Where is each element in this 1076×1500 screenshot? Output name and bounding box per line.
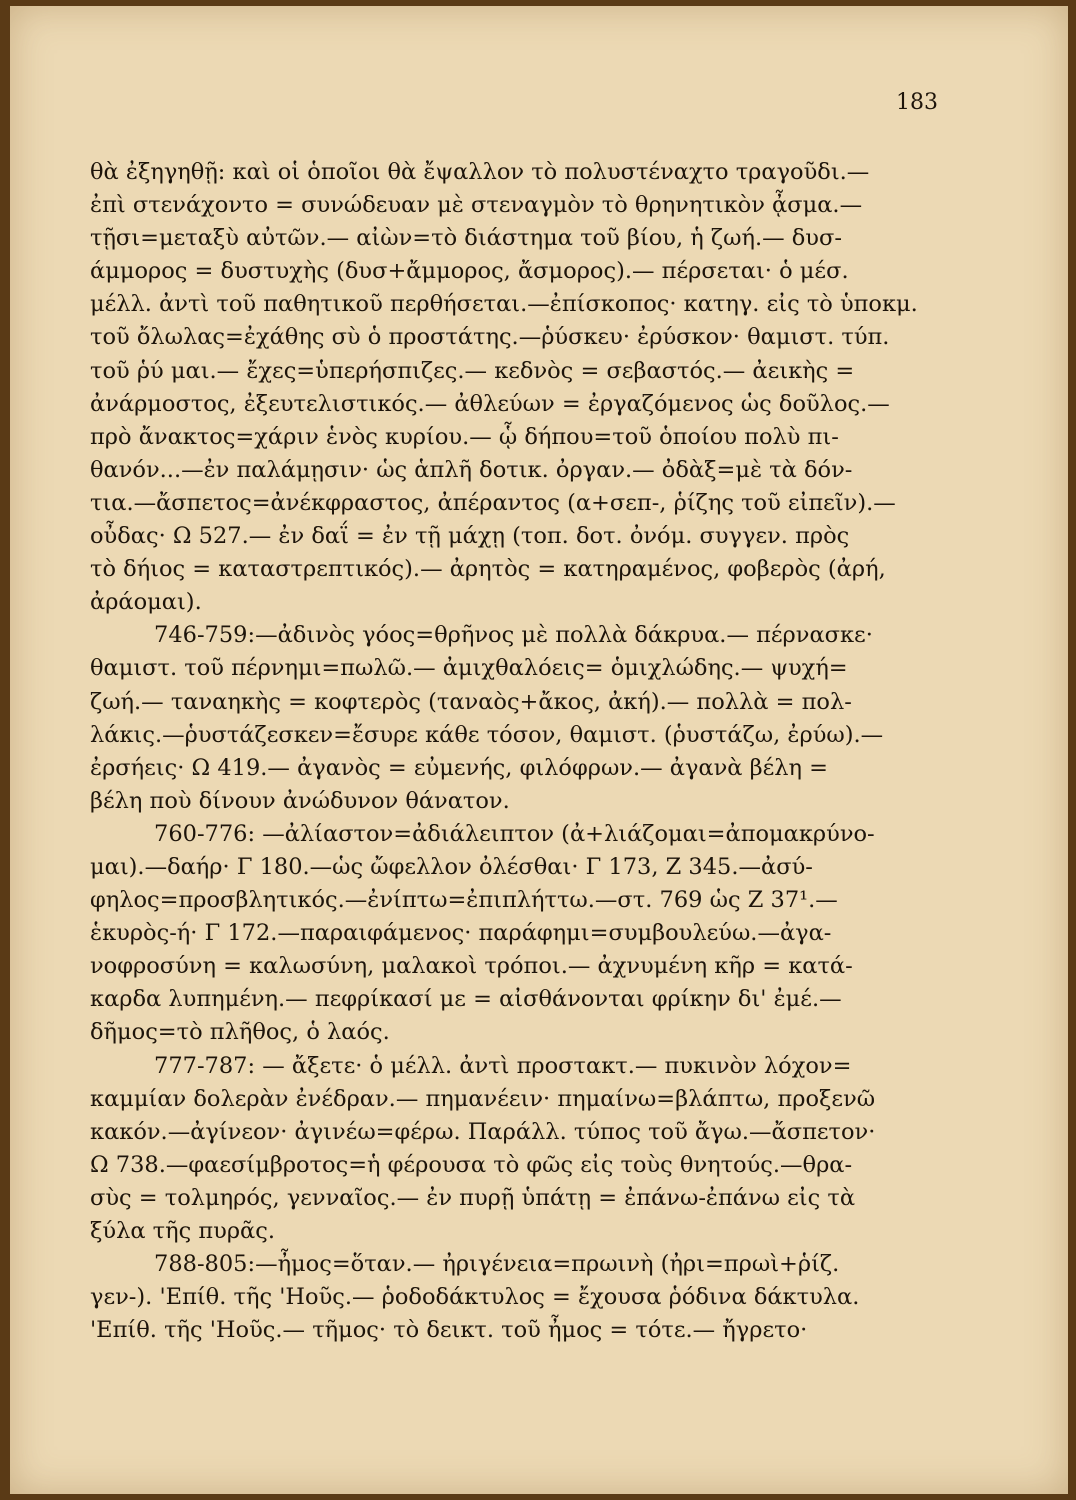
text-line: τῇσι=μεταξὺ αὐτῶν.— αἰὼν=τὸ διάστημα τοῦ βίου, ἡ ζωή.— δυσ- (90, 225, 842, 252)
text-line: ἑκυρὸς-ή· Γ 172.—παραιφάμενος· παράφημι=συμβουλεύω.—ἀγα- (90, 920, 832, 947)
text-line: μέλλ. ἀντὶ τοῦ παθητικοῦ περθήσεται.—ἐπίσκοπος· κατηγ. εἰς τὸ ὑποκμ. (90, 291, 918, 318)
text-line: γεν-). 'Επίθ. τῆς 'Ηοῦς.— ῥοδοδάκτυλος = ἔχουσα ῥόδινα δάκτυλα. (90, 1284, 860, 1311)
text-line: οὖδας· Ω 527.— ἐν δαΐ = ἐν τῇ μάχῃ (τοπ. δοτ. ὀνόμ. συγγεν. πρὸς (90, 523, 850, 550)
text-line: θαμιστ. τοῦ πέρνημι=πωλῶ.— ἀμιχθαλόεις= ὁμιχλώδης.— ψυχή= (90, 655, 848, 682)
text-line: δῆμος=τὸ πλῆθος, ὁ λαός. (90, 1019, 390, 1046)
text-line: 788-805:—ἦμος=ὅταν.— ἠριγένεια=πρωινὴ (ἠρι=πρωὶ+ῥίζ. (154, 1251, 840, 1278)
text-line: καρδα λυπημένη.— πεφρίκασί με = αἰσθάνονται φρίκην δι' ἐμέ.— (90, 986, 842, 1013)
text-line: ἐρσήεις· Ω 419.— ἀγανὸς = εὐμενής, φιλόφρων.— ἀγανὰ βέλη = (90, 754, 829, 781)
text-line: ἀνάρμοστος, ἐξευτελιστικός.— ἀθλεύων = ἐργαζόμενος ὡς δοῦλος.— (90, 390, 890, 417)
text-line: θανόν...—ἐν παλάμῃσιν· ὡς ἁπλῆ δοτικ. ὀργαν.— ὀδὰξ=μὲ τὰ δόν- (90, 456, 853, 483)
text-line: ἐπὶ στενάχοντο = συνώδευαν μὲ στεναγμὸν τὸ θρηνητικὸν ᾆσμα.— (90, 192, 863, 219)
text-line: κακόν.—ἀγίνεον· ἀγινέω=φέρω. Παράλλ. τύπος τοῦ ἄγω.—ἄσπετον· (90, 1118, 876, 1145)
text-line: 746-759:—ἀδινὸς γόος=θρῆνος μὲ πολλὰ δάκρυα.— πέρνασκε· (154, 622, 873, 649)
text-line: βέλη ποὺ δίνουν ἀνώδυνον θάνατον. (90, 787, 510, 814)
text-line: πρὸ ἄνακτος=χάριν ἑνὸς κυρίου.— ᾧ δήπου=τοῦ ὁποίου πολὺ πι- (90, 423, 839, 450)
text-line: τοῦ ῥύ μαι.— ἔχες=ὑπερήσπιζες.— κεδνὸς = σεβαστός.— ἀεικὴς = (90, 357, 855, 384)
text-line: τια.—ἄσπετος=ἀνέκφραστος, ἀπέραντος (α+σεπ-, ῥίζης τοῦ εἰπεῖν).— (90, 489, 896, 516)
text-line: τοῦ ὄλωλας=ἐχάθης σὺ ὁ προστάτης.—ῥύσκευ· ἐρύσκον· θαμιστ. τύπ. (90, 324, 890, 351)
commentary-text (90, 156, 970, 1347)
text-line: ζωή.— ταναηκὴς = κοφτερὸς (ταναὸς+ἄκος, ἀκή).— πολλὰ = πολ- (90, 688, 852, 715)
text-line: μαι).—δαήρ· Γ 180.—ὡς ὤφελλον ὀλέσθαι· Γ 173, Ζ 345.—ἀσύ- (90, 853, 813, 880)
text-line: Ω 738.—φαεσίμβροτος=ἡ φέρουσα τὸ φῶς εἰς τοὺς θνητούς.—θρα- (90, 1151, 853, 1178)
text-line: λάκις.—ῥυστάζεσκεν=ἔσυρε κάθε τόσον, θαμιστ. (ῥυστάζω, ἐρύω).— (90, 721, 884, 748)
text-line: 760-776: —ἀλίαστον=ἀδιάλειπτον (ἀ+λιάζομαι=ἀπομακρύνο- (154, 820, 875, 847)
book-page (10, 6, 1068, 1494)
text-line: φηλος=προσβλητικός.—ἐνίπτω=ἐπιπλήττω.—στ. 769 ὡς Ζ 37¹.— (90, 887, 838, 914)
text-line: θὰ ἐξηγηθῇ: καὶ οἱ ὁποῖοι θὰ ἔψαλλον τὸ πολυστέναχτο τραγοῦδι.— (90, 159, 870, 185)
text-line: νοφροσύνη = καλωσύνη, μαλακοὶ τρόποι.— ἀχνυμένη κῆρ = κατά- (90, 953, 853, 980)
text-line: σὺς = τολμηρός, γενναῖος.— ἐν πυρῇ ὑπάτῃ = ἐπάνω-ἐπάνω εἰς τὰ (90, 1184, 856, 1211)
text-line: 'Επίθ. τῆς 'Ηοῦς.— τῆμος· τὸ δεικτ. τοῦ ἦμος = τότε.— ἤγρετο· (90, 1317, 808, 1344)
text-line: ἀράομαι). (90, 589, 202, 616)
text-line: καμμίαν δολερὰν ἐνέδραν.— πημανέειν· πημαίνω=βλάπτω, προξενῶ (90, 1085, 876, 1112)
text-line: άμμορος = δυστυχὴς (δυσ+ἄμμορος, ἄσμορος).— πέρσεται· ὁ μέσ. (90, 258, 849, 285)
text-line: τὸ δήιος = καταστρεπτικός).— ἀρητὸς = κατηραμένος, φοβερὸς (ἀρή, (90, 556, 886, 583)
text-line: 777-787: — ἄξετε· ὁ μέλλ. ἀντὶ προστακτ.— πυκινὸν λόχον= (154, 1052, 852, 1079)
text-line: ξύλα τῆς πυρᾶς. (90, 1218, 275, 1244)
page-number: 183 (896, 90, 938, 115)
